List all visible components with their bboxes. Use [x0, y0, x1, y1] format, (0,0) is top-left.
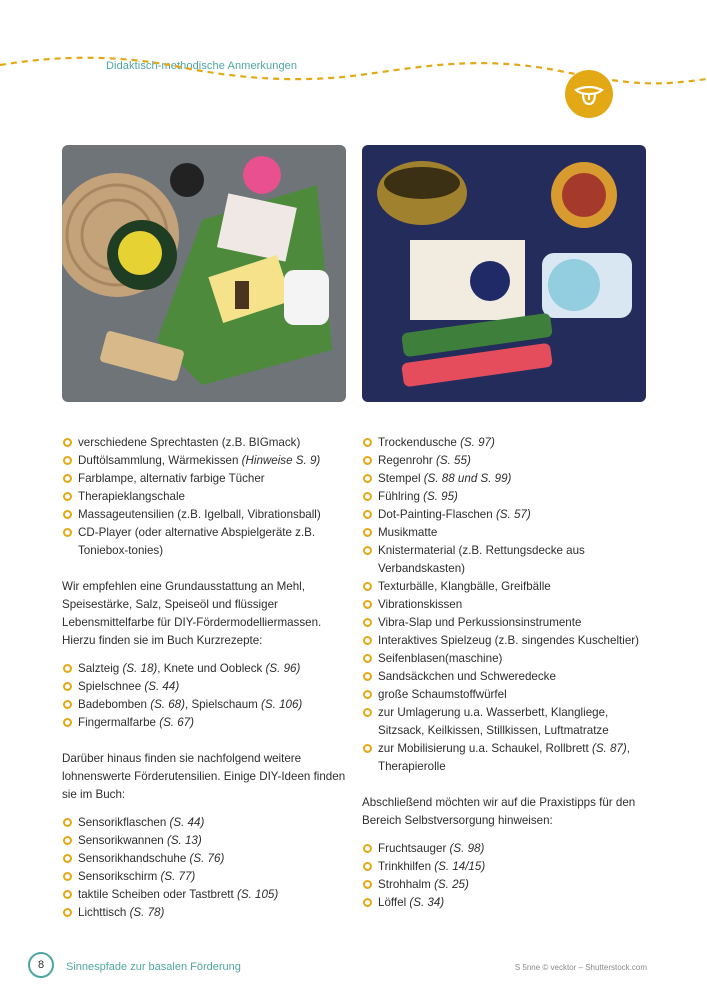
list-item: Duftölsammlung, Wärmekissen (Hinweise S. 9): [62, 452, 352, 470]
bullet-icon: [363, 456, 372, 465]
recipe-list: [62, 660, 352, 732]
list-item: Sensorikhandschuhe (S. 76): [62, 850, 352, 868]
bullet-icon: [63, 818, 72, 827]
bullet-icon: [63, 872, 72, 881]
diy-list: [62, 814, 352, 922]
bullet-icon: [63, 854, 72, 863]
list-item: Stempel (S. 88 und S. 99): [362, 470, 652, 488]
list-item: Fühlring (S. 95): [362, 488, 652, 506]
list-item: Musikmatte: [362, 524, 652, 542]
list-item: Vibra-Slap und Perkussionsinstrumente: [362, 614, 652, 632]
equipment-list: [62, 434, 352, 560]
self-care-paragraph: Abschließend möchten wir auf die Praxistipps für den Bereich Selbstversorgung hinweisen:: [362, 796, 636, 827]
list-item: Seifenblasen(maschine): [362, 650, 652, 668]
bullet-icon: [363, 546, 372, 555]
bullet-icon: [63, 718, 72, 727]
bullet-icon: [363, 672, 372, 681]
list-item: Fruchtsauger (S. 98): [362, 840, 652, 858]
bullet-icon: [363, 880, 372, 889]
list-item: Badebomben (S. 68), Spielschaum (S. 106): [62, 696, 352, 714]
bullet-icon: [63, 438, 72, 447]
list-item: Trockendusche (S. 97): [362, 434, 652, 452]
bullet-icon: [63, 492, 72, 501]
bullet-icon: [363, 492, 372, 501]
left-column: [62, 434, 352, 922]
list-item: Farblampe, alternativ farbige Tücher: [62, 470, 352, 488]
bullet-icon: [363, 898, 372, 907]
list-item: zur Mobilisierung u.a. Schaukel, Rollbrett (S. 87), Therapierolle: [362, 740, 652, 776]
bullet-icon: [363, 690, 372, 699]
bullet-icon: [363, 582, 372, 591]
self-care-list: [362, 840, 652, 912]
bullet-icon: [63, 700, 72, 709]
right-column: [362, 434, 652, 912]
sense-badge: [565, 70, 613, 118]
list-item: Vibrationskissen: [362, 596, 652, 614]
bullet-icon: [363, 844, 372, 853]
bullet-icon: [63, 890, 72, 899]
bullet-icon: [63, 682, 72, 691]
list-item: verschiedene Sprechtasten (z.B. BIGmack): [62, 434, 352, 452]
list-item: Knistermaterial (z.B. Rettungsdecke aus Verbandskasten): [362, 542, 652, 578]
sensory-materials-photo: [62, 145, 346, 402]
bullet-icon: [363, 618, 372, 627]
list-item: Interaktives Spielzeug (z.B. singendes Kuscheltier): [362, 632, 652, 650]
bullet-icon: [363, 636, 372, 645]
bullet-icon: [63, 510, 72, 519]
list-item: Strohhalm (S. 25): [362, 876, 652, 894]
list-item: Spielschnee (S. 44): [62, 678, 352, 696]
list-item: zur Umlagerung u.a. Wasserbett, Klangliege, Sitzsack, Keilkissen, Stillkissen, Luftmatratze: [362, 704, 652, 740]
bullet-icon: [363, 528, 372, 537]
list-item: Therapieklangschale: [62, 488, 352, 506]
bullet-icon: [63, 908, 72, 917]
list-item: Sensorikschirm (S. 77): [62, 868, 352, 886]
list-item: Salzteig (S. 18), Knete und Oobleck (S. 96): [62, 660, 352, 678]
bullet-icon: [63, 456, 72, 465]
bullet-icon: [63, 836, 72, 845]
list-item: Sensorikflaschen (S. 44): [62, 814, 352, 832]
book-title: Sinnespfade zur basalen Förderung: [66, 961, 241, 973]
basic-equipment-paragraph: Wir empfehlen eine Grundausstattung an Mehl, Speisestärke, Salz, Speiseöl und flüssiger Lebensmittelfarbe für DIY-Fördermodelliermassen. Hierzu finden sie im Buch Kurzrezepte:: [62, 580, 322, 647]
image-credit: S 5nne © vecktor – Shutterstock.com: [514, 963, 647, 972]
bullet-icon: [363, 510, 372, 519]
list-item: Regenrohr (S. 55): [362, 452, 652, 470]
further-utensils-paragraph: Darüber hinaus finden sie nachfolgend weitere lohnenswerte Förderutensilien. Einige DIY-Ideen finden sie im Buch:: [62, 752, 346, 801]
list-item: große Schaumstoffwürfel: [362, 686, 652, 704]
therapy-items-list: [362, 434, 652, 776]
page-number: 8: [28, 952, 54, 978]
list-item: Texturbälle, Klangbälle, Greifbälle: [362, 578, 652, 596]
bullet-icon: [63, 474, 72, 483]
bullet-icon: [63, 528, 72, 537]
bullet-icon: [363, 708, 372, 717]
list-item: Massageutensilien (z.B. Igelball, Vibrationsball): [62, 506, 352, 524]
bullet-icon: [363, 474, 372, 483]
bullet-icon: [363, 438, 372, 447]
section-title: Didaktisch-methodische Anmerkungen: [106, 60, 298, 72]
bullet-icon: [363, 744, 372, 753]
list-item: Sandsäckchen und Schweredecke: [362, 668, 652, 686]
bullet-icon: [363, 862, 372, 871]
bullet-icon: [63, 664, 72, 673]
list-item: Sensorikwannen (S. 13): [62, 832, 352, 850]
list-item: CD-Player (oder alternative Abspielgeräte z.B. Toniebox-tonies): [62, 524, 352, 560]
list-item: Fingermalfarbe (S. 67): [62, 714, 352, 732]
sensory-instruments-photo: [362, 145, 646, 402]
bullet-icon: [363, 600, 372, 609]
list-item: taktile Scheiben oder Tastbrett (S. 105): [62, 886, 352, 904]
list-item: Dot-Painting-Flaschen (S. 57): [362, 506, 652, 524]
bullet-icon: [363, 654, 372, 663]
list-item: Trinkhilfen (S. 14/15): [362, 858, 652, 876]
list-item: Lichttisch (S. 78): [62, 904, 352, 922]
list-item: Löffel (S. 34): [362, 894, 652, 912]
tongue-face-icon: [565, 70, 613, 118]
